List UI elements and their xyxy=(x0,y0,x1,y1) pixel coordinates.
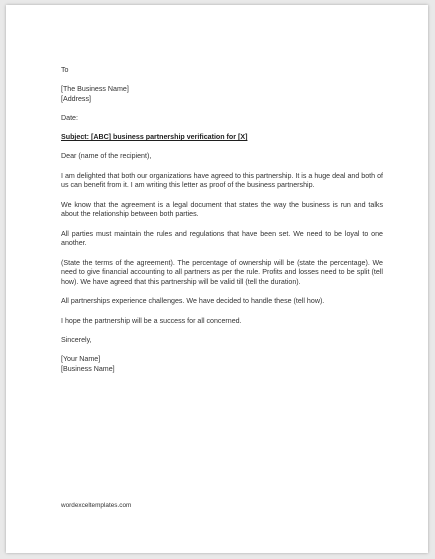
paragraph-rules: All parties must maintain the rules and regulations that have been set. We need to be loyal to one another. xyxy=(61,229,383,248)
paragraph-terms: (State the terms of the agreement). The percentage of ownership will be (state the percentage). We need to give financial accounting to all partners as per the rule. Profits and losses need to be split (tell how). We have agreed that this partnership will be valid till (tell the duration). xyxy=(61,258,383,286)
recipient-name: [The Business Name] xyxy=(61,85,129,94)
footer-site: wordexceltemplates.com xyxy=(61,502,132,509)
paragraph-intro: I am delighted that both our organizations have agreed to this partnership. It is a huge deal and both of us can benefit from it. I am writing this letter as proof of the business partnership. xyxy=(61,171,383,190)
date-label: Date: xyxy=(61,113,78,122)
letter-body xyxy=(61,66,383,375)
to-label: To xyxy=(61,66,69,74)
recipient-address: [Address] xyxy=(61,94,91,103)
letter-page xyxy=(6,5,428,553)
subject-line: Subject: [ABC] business partnership verification for [X] xyxy=(61,133,248,142)
salutation: Dear (name of the recipient), xyxy=(61,152,152,161)
paragraph-agreement: We know that the agreement is a legal document that states the way the business is run and talks about the relationship between both parties. xyxy=(61,200,383,219)
paragraph-hope: I hope the partnership will be a success for all concerned. xyxy=(61,316,242,325)
sender-business: [Business Name] xyxy=(61,365,115,374)
closing: Sincerely, xyxy=(61,336,92,345)
paragraph-challenges: All partnerships experience challenges. We have decided to handle these (tell how). xyxy=(61,297,325,306)
sender-name: [Your Name] xyxy=(61,355,101,364)
